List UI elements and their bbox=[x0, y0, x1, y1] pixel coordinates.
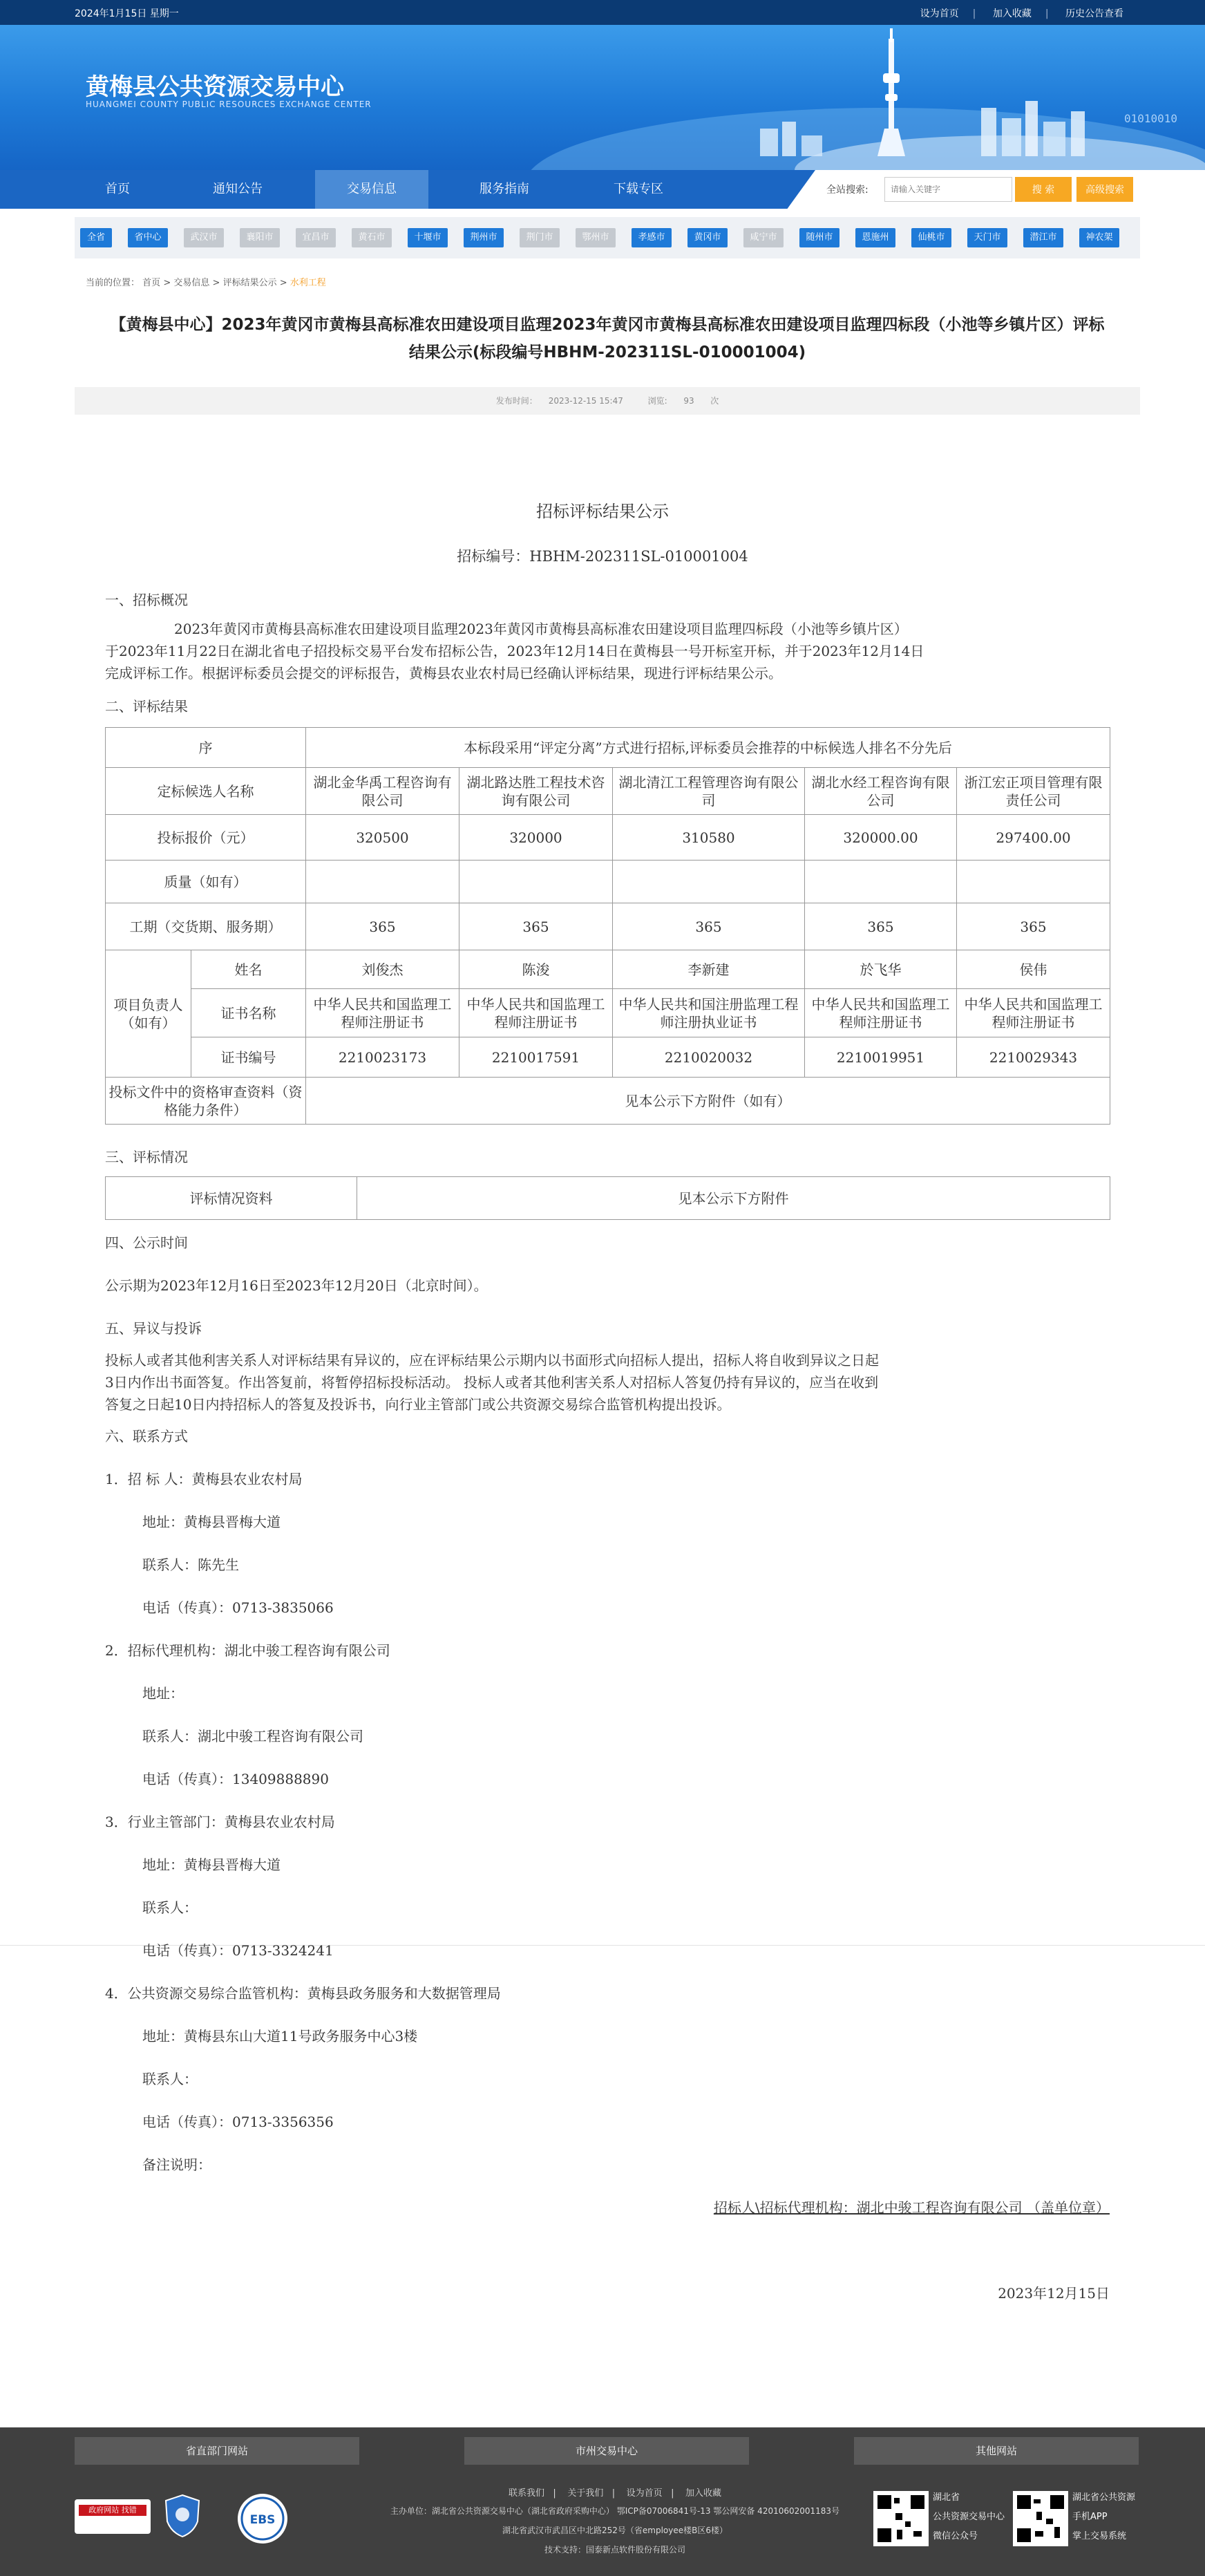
breadcrumb-home[interactable]: 首页 bbox=[142, 278, 161, 288]
search-button[interactable]: 搜 索 bbox=[1015, 177, 1072, 202]
table-row: 定标候选人名称 湖北金华禹工程咨询有限公司 湖北路达胜工程技术咨询有限公司 湖北清江工程管理咨询有限公司 湖北水经工程咨询有限公司 浙江宏正项目管理有限责任公司 bbox=[106, 768, 1110, 815]
region-tag[interactable]: 全省 bbox=[80, 228, 112, 247]
region-tag[interactable]: 荆州市 bbox=[464, 228, 504, 247]
wechat-qr-caption: 湖北省 公共资源交易中心 微信公众号 bbox=[933, 2492, 1005, 2541]
region-tag[interactable]: 孝感市 bbox=[632, 228, 672, 247]
doc-heading: 招标评标结果公示 bbox=[536, 502, 669, 521]
footer-homepage-link[interactable]: 设为首页 bbox=[626, 2488, 663, 2499]
region-tag[interactable]: 仙桃市 bbox=[911, 228, 951, 247]
footer bbox=[0, 2427, 1205, 2576]
footer-address: 湖北省武汉市武昌区中北路252号（省employee楼B区6楼） bbox=[502, 2526, 728, 2535]
search-input[interactable] bbox=[884, 177, 1012, 202]
signature-date: 2023年12月15日 bbox=[998, 2285, 1110, 2302]
section-5-text: 投标人或者其他利害关系人对评标结果有异议的，应在评标结果公示期内以书面形式向招标人提出，招标人将自收到异议之日起 3日内作出书面答复。作出答复前，将暂停招标投标活动。 投标人或者其他利害关系人对招标人答复仍持有异议的，应当在收到 答复之日起10日内持招标人的答复及投诉书，向行业主管部门或公共资源交易综合监管机构提出投诉。 bbox=[105, 1352, 879, 1413]
table-row: 证书编号 2210023173 2210017591 2210020032 2210019951 2210029343 bbox=[106, 1037, 1110, 1078]
footer-city-centers[interactable]: 市州交易中心 bbox=[464, 2437, 749, 2465]
footer-support: 技术支持：国泰新点软件股份有限公司 bbox=[544, 2545, 685, 2555]
police-shield-badge-icon[interactable] bbox=[163, 2494, 202, 2538]
section-2-heading: 二、评标结果 bbox=[105, 698, 188, 715]
tender-code: 招标编号：HBHM-202311SL-010001004 bbox=[457, 548, 748, 565]
view-count: 93 bbox=[683, 396, 694, 406]
table-row: 证书名称 中华人民共和国监理工程师注册证书 中华人民共和国监理工程师注册证书 中华人民共和国注册监理工程师注册执业证书 中华人民共和国监理工程师注册证书 中华人民共和国监理工程师注册证书 bbox=[106, 989, 1110, 1037]
footer-contact-link[interactable]: 联系我们 bbox=[509, 2488, 545, 2499]
advanced-search-button[interactable]: 高级搜索 bbox=[1076, 177, 1133, 202]
banner-digits: 01010010 bbox=[1123, 112, 1177, 125]
breadcrumb-current: 水利工程 bbox=[290, 278, 326, 288]
search-label: 全站搜索: bbox=[826, 185, 869, 196]
contact-supervisor: 4．公共资源交易综合监管机构：黄梅县政务服务和大数据管理局 bbox=[105, 1985, 501, 2002]
page-title: 【黄梅县中心】2023年黄冈市黄梅县高标准农田建设项目监理2023年黄冈市黄梅县高标准农田建设项目监理四标段（小池等乡镇片区）评标 结果公示(标段编号HBHM-202311SL-010001004) bbox=[110, 316, 1105, 361]
table-row: 评标情况资料 见本公示下方附件 bbox=[106, 1177, 1110, 1220]
footer-favorite-link[interactable]: 加入收藏 bbox=[685, 2488, 721, 2499]
table-row: 项目负责人（如有） 姓名 刘俊杰 陈浚 李新建 於飞华 侯伟 bbox=[106, 950, 1110, 989]
article-meta: 发布时间： 2023-12-15 15:47 浏览: 93 次 bbox=[75, 387, 1140, 415]
section-1-heading: 一、招标概况 bbox=[105, 592, 188, 608]
table-row: 投标报价（元） 320500 320000 310580 320000.00 297400.00 bbox=[106, 815, 1110, 861]
footer-about-link[interactable]: 关于我们 bbox=[567, 2488, 604, 2499]
ebs-badge-icon[interactable] bbox=[236, 2492, 289, 2545]
section-4-text: 公示期为2023年12月16日至2023年12月20日（北京时间）。 bbox=[105, 1277, 488, 1294]
footer-province-sites[interactable]: 省直部门网站 bbox=[75, 2437, 359, 2465]
region-tag[interactable]: 鄂州市 bbox=[576, 228, 616, 247]
publish-time: 2023-12-15 15:47 bbox=[548, 396, 623, 406]
region-tag[interactable]: 十堰市 bbox=[408, 228, 448, 247]
contact-agency: 2．招标代理机构：湖北中骏工程咨询有限公司 bbox=[105, 1642, 390, 1659]
svg-text:EBS: EBS bbox=[249, 2513, 276, 2527]
breadcrumb-trade-info[interactable]: 交易信息 bbox=[173, 278, 210, 288]
region-tag[interactable]: 潜江市 bbox=[1023, 228, 1063, 247]
app-qr-caption: 湖北省公共资源 手机APP 掌上交易系统 bbox=[1072, 2492, 1136, 2541]
region-tag[interactable]: 咸宁市 bbox=[743, 228, 784, 247]
footer-links: 联系我们 | 关于我们 | 设为首页 | 加入收藏 bbox=[509, 2488, 721, 2499]
region-tag[interactable]: 神农架 bbox=[1079, 228, 1119, 247]
add-favorite-link[interactable]: 加入收藏 bbox=[992, 8, 1032, 19]
region-tag[interactable]: 省中心 bbox=[128, 228, 168, 247]
eval-info-table bbox=[105, 1176, 1110, 1220]
region-tag[interactable]: 恩施州 bbox=[855, 228, 895, 247]
table-row: 序 本标段采用“评定分离”方式进行招标,评标委员会推荐的中标候选人排名不分先后 bbox=[106, 728, 1110, 768]
region-tag[interactable]: 黄冈市 bbox=[687, 228, 728, 247]
app-qr-code bbox=[1013, 2491, 1068, 2546]
table-row: 工期（交货期、服务期） 365 365 365 365 365 bbox=[106, 903, 1110, 950]
region-tag[interactable]: 宜昌市 bbox=[296, 228, 336, 247]
site-logo-title[interactable]: 黄梅县公共资源交易中心 bbox=[86, 73, 344, 101]
region-tag[interactable]: 襄阳市 bbox=[240, 228, 280, 247]
contact-tenderer: 1．招 标 人：黄梅县农业农村局 bbox=[105, 1471, 303, 1487]
region-tag[interactable]: 武汉市 bbox=[184, 228, 224, 247]
nav-home[interactable]: 首页 bbox=[105, 182, 130, 196]
gov-site-badge[interactable]: 政府网站 找错 bbox=[75, 2499, 151, 2534]
footer-other-sites[interactable]: 其他网站 bbox=[854, 2437, 1139, 2465]
top-bar bbox=[0, 0, 1205, 25]
section-5-heading: 五、异议与投诉 bbox=[105, 1320, 202, 1337]
region-tag[interactable]: 天门市 bbox=[967, 228, 1007, 247]
site-logo-subtitle: HUANGMEI COUNTY PUBLIC RESOURCES EXCHANGE CENTER bbox=[86, 100, 372, 109]
top-links: 设为首页 | 加入收藏 | 历史公告查看 bbox=[920, 8, 1123, 19]
section-3-heading: 三、评标情况 bbox=[105, 1149, 188, 1165]
section-1-text: 2023年黄冈市黄梅县高标准农田建设项目监理2023年黄冈市黄梅县高标准农田建设项目监理四标段（小池等乡镇片区） 于2023年11月22日在湖北省电子招投标交易平台发布招标公告，2023年12月14日在黄梅县一号开标室开标，并于2023年12月14日 完成评标工作。根据评标委员会提交的评标报告，黄梅县农业农村局已经确认评标结果，现进行评标结果公示。 bbox=[105, 621, 924, 681]
section-6-heading: 六、联系方式 bbox=[105, 1428, 188, 1445]
breadcrumb-eval-result[interactable]: 评标结果公示 bbox=[222, 278, 277, 288]
set-homepage-link[interactable]: 设为首页 bbox=[920, 8, 959, 19]
region-tag[interactable]: 黄石市 bbox=[352, 228, 392, 247]
nav-downloads[interactable]: 下载专区 bbox=[614, 182, 663, 196]
eval-result-table bbox=[105, 727, 1110, 1125]
region-tag[interactable]: 随州市 bbox=[799, 228, 839, 247]
history-notice-link[interactable]: 历史公告查看 bbox=[1065, 8, 1123, 19]
nav-notices[interactable]: 通知公告 bbox=[213, 182, 263, 196]
wechat-qr-code bbox=[873, 2491, 929, 2546]
signature-line: 招标人\招标代理机构：湖北中骏工程咨询有限公司 （盖单位章） bbox=[713, 2199, 1110, 2216]
note-label: 备注说明： bbox=[142, 2156, 211, 2173]
region-filter-bar bbox=[75, 217, 1140, 258]
table-row: 质量（如有） bbox=[106, 861, 1110, 903]
contact-authority: 3．行业主管部门：黄梅县农业农村局 bbox=[105, 1814, 335, 1830]
header-banner bbox=[0, 25, 1205, 170]
breadcrumb: 当前的位置： 首页 > 交易信息 > 评标结果公示 > 水利工程 bbox=[86, 278, 326, 288]
region-tag[interactable]: 荆门市 bbox=[520, 228, 560, 247]
table-row: 投标文件中的资格审查资料（资格能力条件） 见本公示下方附件（如有） bbox=[106, 1078, 1110, 1125]
section-4-heading: 四、公示时间 bbox=[105, 1234, 188, 1251]
footer-host: 主办单位：湖北省公共资源交易中心（湖北省政府采购中心） 鄂ICP备07006841号-13 鄂公网安备 42010602001183号 bbox=[390, 2506, 840, 2516]
current-date: 2024年1月15日 星期一 bbox=[75, 8, 179, 19]
main-nav bbox=[0, 170, 1205, 209]
nav-service-guide[interactable]: 服务指南 bbox=[480, 182, 529, 196]
nav-trade-info[interactable]: 交易信息 bbox=[315, 170, 428, 209]
